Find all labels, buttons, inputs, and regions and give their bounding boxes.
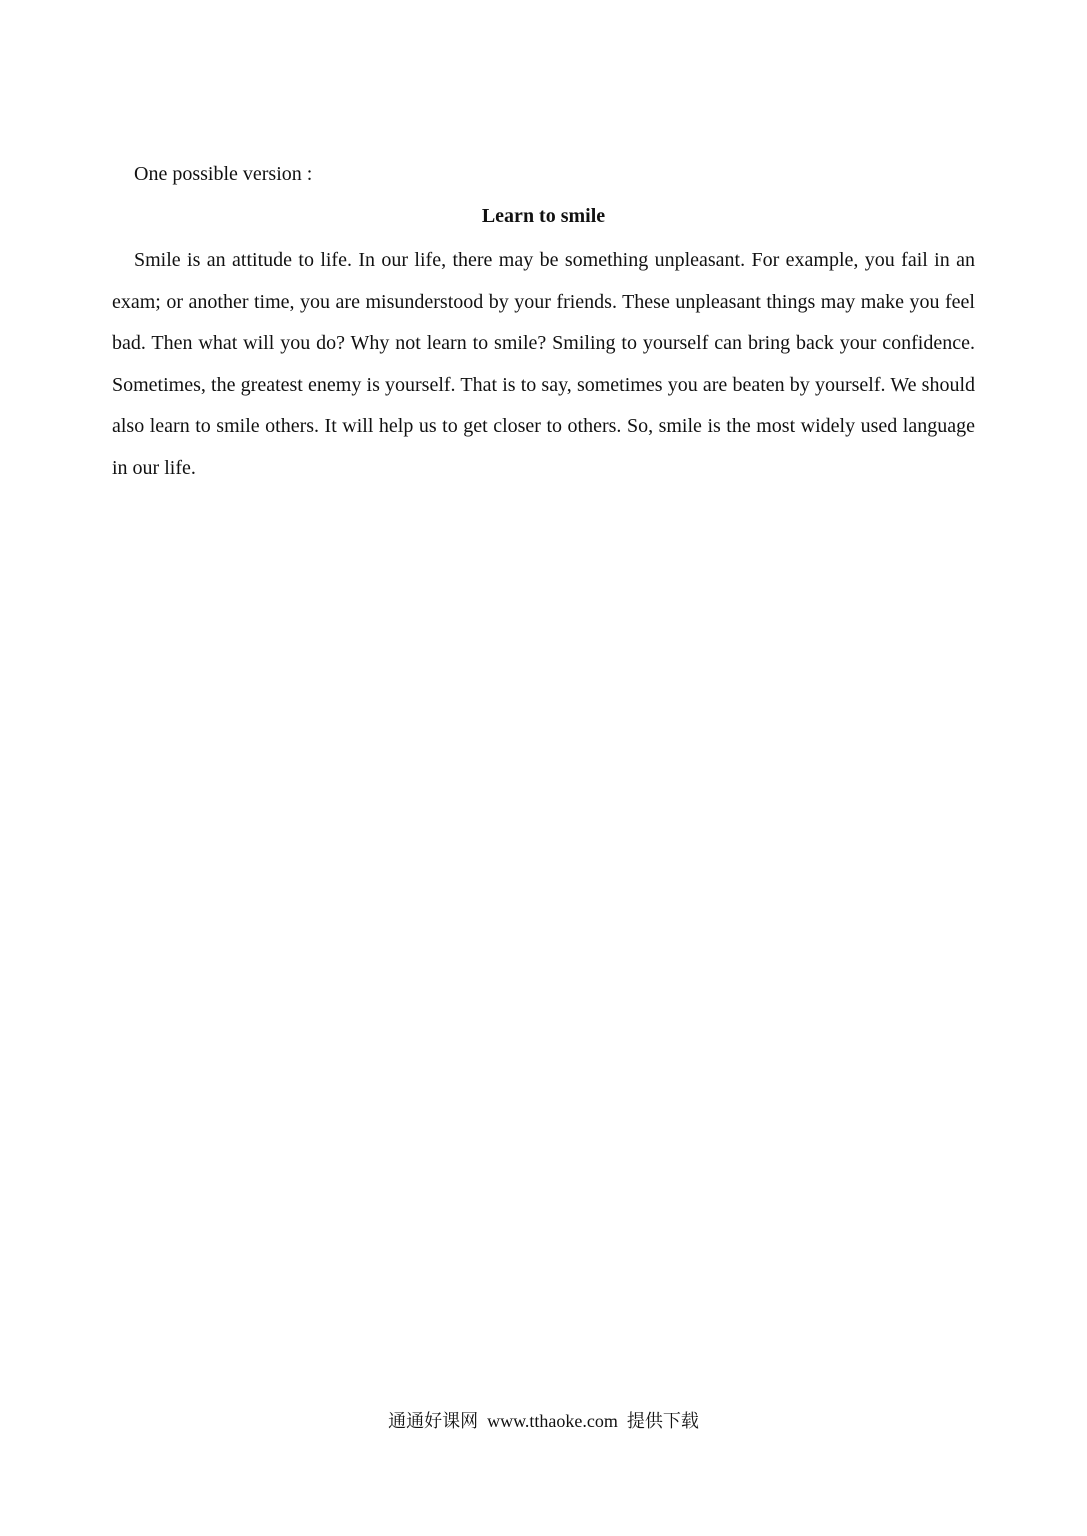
intro-line: One possible version : [134,163,313,185]
document-content [112,156,975,490]
page-footer: 通通好课网 www.tthaoke.com 提供下载 [388,1411,699,1431]
essay-paragraph: Smile is an attitude to life. In our life, there may be something unpleasant. For example, you fail in an exam; or another time, you are misunderstood by your friends. These unpleasant things may make you feel bad. Then what will you do? Why not learn to smile? Smiling to yourself can bring back your confidence. Sometimes, the greatest enemy is yourself. That is to say, sometimes you are beaten by yourself. We should also learn to smile others. It will help us to get closer to others. So, smile is the most widely used language in our life. [112,249,975,479]
essay-title: Learn to smile [481,205,606,227]
